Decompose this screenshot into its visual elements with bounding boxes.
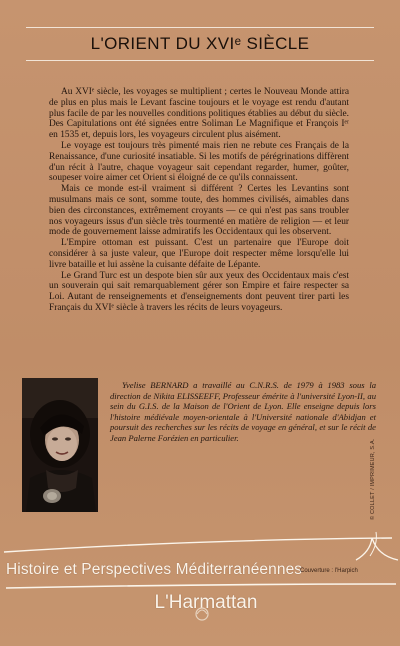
cover-credit: Couverture : l'Harpich	[300, 568, 358, 574]
book-title: L'ORIENT DU XVIᵉ SIÈCLE	[90, 34, 310, 53]
blurb-paragraph: L'Empire ottoman est puissant. C'est un partenaire que l'Europe doit considérer à sa juste valeur, que l'Europe doit respecter même lorsqu'elle lui livre bataille et lui assène la cuisante défaite de Lépante.	[49, 238, 349, 270]
author-bio-text: Yvelise BERNARD a travaillé au C.N.R.S. de 1979 à 1983 sous la direction de Nikita ELISSEEFF, Professeur émérite à l'université Lyon-II, au sein du G.I.S. de la Maison de l'Orient de Lyon. Elle enseigne depuis lors l'histoire médiévale moyen-orientale à l'Université nationale d'Abidjan et poursuit des recherches sur les récits de voyage en général, et sur le récit de Jean Palerne Forézien en particulier.	[110, 380, 376, 443]
blurb-paragraph: Le voyage est toujours très pimenté mais rien ne rebute ces Français de la Renaissance, d'une curiosité insatiable. Si les motifs de pérégrinations diffèrent d'un récit à l'autre, chaque voyageur sait cependant regarder, humer, goûter, soupeser voire aimer cet Orient si éloigné de ce qu'ils connaissent.	[49, 140, 349, 184]
spine-credit: © COLLET / IMPRIMEUR, S.A.	[370, 438, 376, 520]
publisher-logo: L'Harmattan	[154, 592, 258, 613]
blurb-paragraph: Au XVIᵉ siècle, les voyages se multiplient ; certes le Nouveau Monde attira de plus en plus mais le Levant fascine toujours et le voyage est rendu d'autant plus facile de par les nouvelles conditions politiques établies au début du siècle. Des Capitulations ont été signées entre Soliman Le Magnifique et François Iᵉʳ en 1535 et, depuis lors, les voyageurs circulent plus aisément.	[49, 87, 349, 141]
blurb-paragraph: Mais ce monde est-il vraiment si différent ? Certes les Levantins sont musulmans mais ce sont, somme toute, des hommes civilisés, aimables dans bien des circonstances, extrêmement croyants — ce qui n'est pas sans troubler nos voyageurs issus d'un siècle très tourmenté en matière de religion — et leur mode de gouvernement laisse admiratifs les Occidentaux qui les observent.	[49, 184, 349, 238]
collection-name: Histoire et Perspectives Méditerranéennes	[6, 561, 303, 578]
blurb-paragraph: Le Grand Turc est un despote bien sûr aux yeux des Occidentaux mais c'est un souverain qui sait remarquablement gérer son Empire et faire respecter sa Loi. Autant de renseignements et d'enseignements dont peuvent tirer parti les Français du XVIᵉ siècle à travers les récits de leurs voyageurs.	[49, 270, 349, 313]
